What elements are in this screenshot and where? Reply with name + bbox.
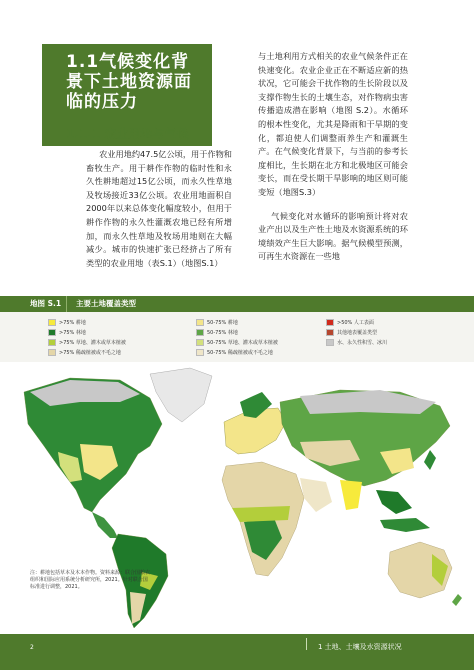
legend-item: 50-75% 草地、灌木或草本植被	[196, 338, 278, 346]
legend-swatch	[48, 339, 56, 346]
greenland	[150, 368, 212, 422]
map-number: 地图 S.1	[30, 299, 62, 308]
legend-swatch	[326, 319, 334, 326]
legend-swatch	[326, 329, 334, 336]
legend-item: 水、永久性积雪、冰川	[326, 338, 387, 346]
new-zealand	[452, 594, 462, 606]
legend-swatch	[196, 329, 204, 336]
section-title: 1.1气候变化背景下土地资源面临的压力	[66, 52, 192, 112]
legend-item: >75% 耕地	[48, 318, 86, 326]
legend-swatch	[326, 339, 334, 346]
legend-item: 50-75% 耕地	[196, 318, 238, 326]
legend-swatch	[196, 339, 204, 346]
legend-item: 50-75% 稀疏植被或不毛之地	[196, 348, 273, 356]
legend-item: >75% 草地、灌木或草本植被	[48, 338, 126, 346]
map-header-divider	[66, 296, 67, 312]
map-graphic	[0, 362, 474, 634]
legend-item: >75% 稀疏植被或不毛之地	[48, 348, 121, 356]
indonesia	[380, 518, 430, 532]
page-footer	[0, 634, 474, 670]
central-america	[92, 512, 118, 538]
japan	[424, 450, 436, 470]
legend-item: 其他地表覆盖类型	[326, 328, 377, 336]
legend-swatch	[196, 349, 204, 356]
subsection-heading: 1.1.1 农业用地与气候	[66, 127, 189, 141]
legend-swatch	[48, 329, 56, 336]
footer-section-title: 1 土地、土壤及水资源状况	[318, 643, 402, 651]
map-title: 主要土地覆盖类型	[76, 299, 136, 308]
map-header-bar	[0, 296, 474, 312]
legend-swatch	[196, 319, 204, 326]
right-paragraph-2: 气候变化对水循环的影响预计将对农业产出以及生产性土地及水资源系统的环境绩效产生巨大影响。据气候模型预测，可再生水资源在一些地	[258, 210, 408, 262]
india	[340, 480, 362, 510]
footer-divider	[306, 638, 307, 650]
map-note: 注：耕地包括草本及木本作物。资料来源：联合国粮农组织和国际应用系统分析研究所，2021。针对联合国标准进行调整，2021。	[30, 570, 151, 590]
arabia	[300, 478, 332, 512]
left-paragraph: 农业用地约47.5亿公顷，用于作物和畜牧生产。用于耕作作物的临时性和永久性耕地超过15亿公顷，而永久性草地及牧场接近33亿公顷。农业用地面积自2000年以来总体变化幅度较小，但用于耕作作物的永久性灌溉农地已经有所增加，而永久性草地及牧场用地则在大幅减少。城市的快速扩张已经挤占了所有类型的农业用地（表S.1）（地图S.1）	[86, 149, 232, 268]
page-number: 2	[30, 644, 34, 651]
left-column	[86, 148, 232, 270]
legend-item: >75% 林地	[48, 328, 86, 336]
legend-swatch	[48, 349, 56, 356]
southeast-asia	[376, 490, 412, 514]
world-land-cover-map	[0, 362, 474, 634]
legend-item: >50% 人工表面	[326, 318, 374, 326]
legend-item: 50-75% 林地	[196, 328, 238, 336]
map-legend	[0, 312, 474, 362]
africa-savanna	[232, 506, 290, 522]
siberia-tundra	[300, 390, 436, 414]
legend-swatch	[48, 319, 56, 326]
right-paragraph-1: 与土地利用方式相关的农业气候条件正在快速变化。农业企业正在不断适应新的热状况，它可能会干扰作物的生长阶段以及支撑作物生长的土壤生态，对作物病虫害传播造成潜在影响（地图 S.2）。水循环的根本性变化，尤其是降雨和干旱期的变化，都迫使人们调整雨养生产和灌溉生产。在气候变化背景下，与当前的参考长度相比，生长期在北方和北极地区可能会变长，而在受长期干旱影响的地区则可能变短（地图S.3）	[258, 51, 408, 197]
right-column	[258, 50, 408, 264]
